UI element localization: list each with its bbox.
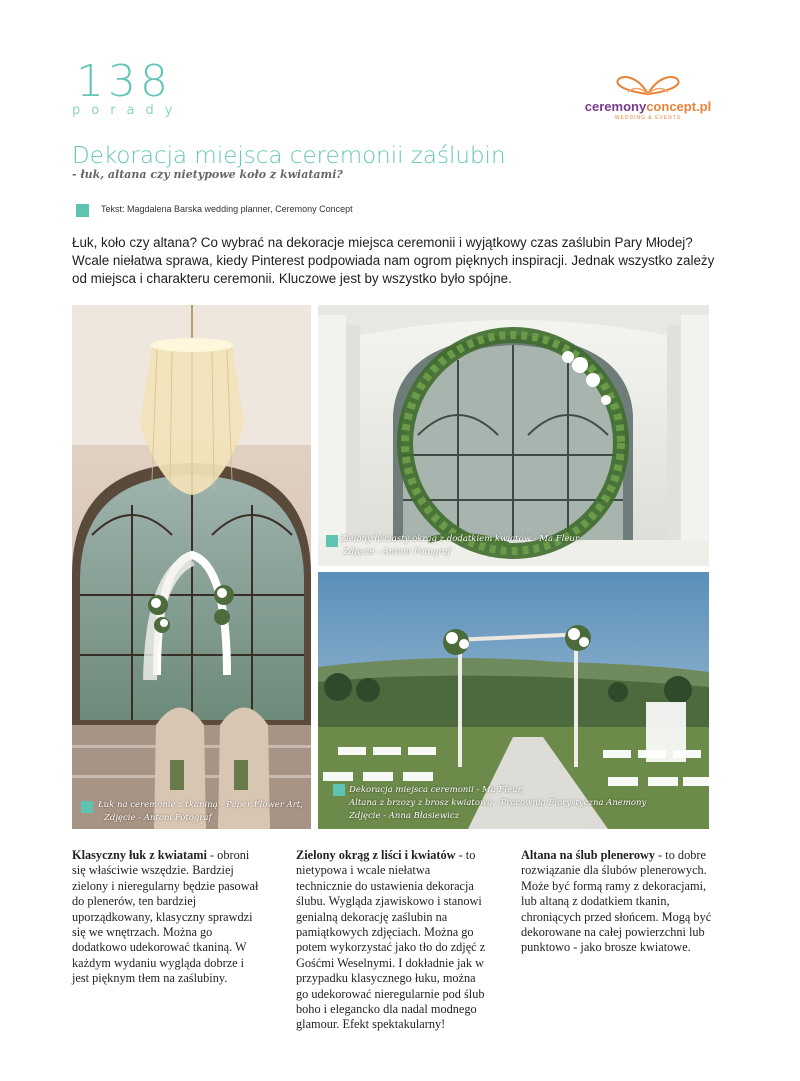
photo1-caption-line1: Łuk na ceremonię z tkaniną - Paper Flower Art, bbox=[98, 800, 303, 810]
article-author: Tekst: Magdalena Barska wedding planner, Ceremony Concept bbox=[101, 204, 353, 214]
photo-classic-arch bbox=[72, 305, 311, 829]
article-subtitle: - łuk, altana czy nietypowe koło z kwiatami? bbox=[72, 168, 343, 181]
caption-marker bbox=[326, 535, 338, 547]
column-text: - obroni się właściwie wszędzie. Bardziej zielony i nieregularny będzie pasował do plenerów, ten bardziej uporządkowany, klasyczny sprawdzi się we wnętrzach. Można go dodatkowo udekorować tkaniną. W każdym wydaniu wygląda dobrze i jest pięknym tłem na zaślubiny. bbox=[72, 848, 259, 986]
column-lead: Altana na ślub plenerowy bbox=[521, 848, 656, 862]
ceremony-concept-logo bbox=[578, 72, 718, 126]
photo3-caption-line3: Zdjęcie - Anna Błasiewicz bbox=[349, 811, 460, 821]
column-text: - to dobre rozwiązanie dla ślubów plenerowych. Może być formą ramy z dekoracjami, lub altaną z dodatkiem tkanin, chroniących przed słońcem. Mogą być dekorowane na całej powierzchni lub punktowo - jako brosze kwiatowe. bbox=[521, 848, 712, 955]
logo-tagline: WEDDING & EVENTS bbox=[614, 115, 682, 121]
section-label: porady bbox=[72, 103, 184, 118]
column-gazebo bbox=[521, 848, 713, 956]
caption-marker bbox=[333, 784, 345, 796]
column-green-circle bbox=[296, 848, 488, 1033]
logo-wordmark bbox=[578, 100, 718, 114]
logo-wordmark-part1: ceremony bbox=[584, 99, 647, 114]
article-title: Dekoracja miejsca ceremonii zaślubin bbox=[72, 143, 506, 169]
column-text: - to nietypowa i wcale niełatwa technicznie do ustawienia dekoracja ślubu. Wygląda zjawiskowo i stanowi genialną dekorację zaślubin na pamiątkowych zdjęciach. Można go potem wykorzystać jako tło do zdjęć z Gośćmi Weselnymi. I dokładnie jak w przypadku klasycznego łuku, można go udekorować nieregularnie pod ślub boho i elegancko dla nadal modnego glamour. Efekt spektakularny! bbox=[296, 848, 486, 1032]
photo3-caption-line1: Dekoracja miejsca ceremonii - Ma Fleur, bbox=[349, 785, 524, 795]
photo-green-circle bbox=[318, 305, 709, 566]
author-marker bbox=[76, 204, 89, 217]
page-number: 138 bbox=[76, 56, 172, 107]
logo-wordmark-part2: concept.pl bbox=[646, 99, 712, 114]
column-classic-arch bbox=[72, 848, 262, 987]
photo3-caption-line2: Altana z brzozy z brosz kwiatową - Pracownia Florystyczna Anemony bbox=[349, 798, 647, 808]
column-lead: Klasyczny łuk z kwiatami bbox=[72, 848, 207, 862]
photo1-caption-line2: Zdjęcie - Antoni Fotograf bbox=[104, 813, 212, 823]
article-intro: Łuk, koło czy altana? Co wybrać na dekoracje miejsca ceremonii i wyjątkowy czas zaślubin Pary Młodej? Wcale niełatwa sprawa, kiedy Pinterest podpowiada nam ogrom pięknych inspiracji. Jednak wszystko zależy od miejsca i charakteru ceremonii. Kluczowe jest by wszystko było spójne. bbox=[72, 235, 715, 286]
photo2-caption-line2: Zdjęcie - Antoni Fotograf bbox=[343, 547, 451, 557]
butterfly-logo-icon bbox=[614, 72, 682, 98]
photo2-caption-line1: Zielony liściasty okrąg z dodatkiem kwiatów - Ma Fleur, bbox=[340, 534, 581, 544]
column-lead: Zielony okrąg z liści i kwiatów bbox=[296, 848, 456, 862]
caption-marker bbox=[81, 801, 93, 813]
